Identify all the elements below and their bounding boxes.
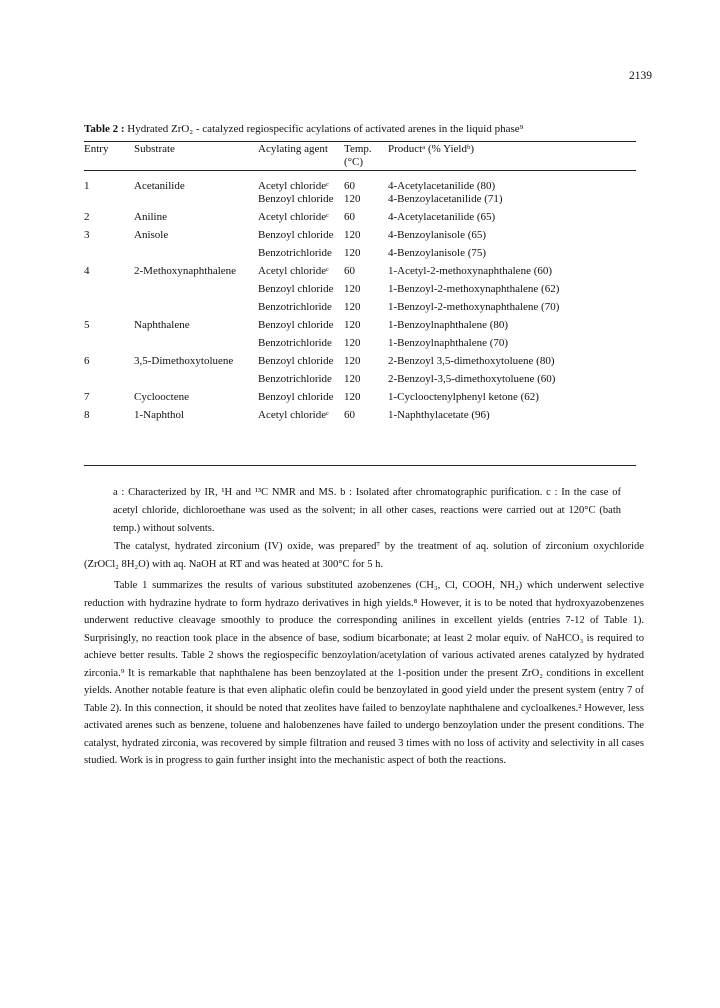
- cell-temp: 120: [344, 283, 361, 295]
- cell-temp: 120: [344, 301, 361, 313]
- cell-entry: 2: [84, 211, 90, 223]
- cell-entry: 4: [84, 265, 90, 277]
- cell-entry: 7: [84, 391, 90, 403]
- cell-substrate: 3,5-Dimethoxytoluene: [134, 355, 234, 367]
- cell-acylating-agent: Benzoyl chloride: [258, 229, 334, 241]
- cell-product: 4-Acetylacetanilide (80): [388, 180, 496, 192]
- cell-temp: 120: [344, 337, 361, 349]
- cell-product: 4-Benzoylanisole (75): [388, 247, 487, 259]
- cell-product: 1-Benzoyl-2-methoxynaphthalene (70): [388, 301, 560, 313]
- cell-substrate: Aniline: [134, 211, 167, 223]
- cell-temp: 60: [344, 180, 355, 192]
- cell-substrate: 1-Naphthol: [134, 409, 185, 421]
- cell-acylating-agent: Benzotrichloride: [258, 373, 332, 385]
- cell-entry: [84, 193, 134, 211]
- cell-product: 1-Acetyl-2-methoxynaphthalene (60): [388, 265, 553, 277]
- cell-substrate: [134, 247, 258, 265]
- header-entry: Entry: [84, 143, 109, 155]
- cell-acylating-agent: Benzotrichloride: [258, 301, 332, 313]
- table-row: [84, 319, 636, 337]
- cell-entry: 6: [84, 355, 90, 367]
- cell-product: 1-Cyclooctenylphenyl ketone (62): [388, 391, 539, 403]
- cell-substrate: [134, 283, 258, 301]
- cell-product: 1-Benzoylnaphthalene (80): [388, 319, 509, 331]
- cell-substrate: Cyclooctene: [134, 391, 189, 403]
- table-row: [84, 301, 636, 319]
- cell-temp: 120: [344, 247, 361, 259]
- cell-acylating-agent: Benzoyl chloride: [258, 319, 334, 331]
- table-bottom-rule: [84, 465, 636, 466]
- cell-product: 1-Benzoyl-2-methoxynaphthalene (62): [388, 283, 560, 295]
- cell-substrate: [134, 301, 258, 319]
- cell-substrate: [134, 193, 258, 211]
- cell-acylating-agent: Acetyl chlorideᶜ: [258, 180, 329, 192]
- table-row: [84, 229, 636, 247]
- table-top-rule: [84, 141, 636, 142]
- cell-entry: [84, 247, 134, 265]
- cell-entry: 3: [84, 229, 90, 241]
- cell-product: 1-Benzoylnaphthalene (70): [388, 337, 509, 349]
- table-row: [84, 391, 636, 409]
- paragraph-catalyst-prep: The catalyst, hydrated zirconium (IV) oxide, was prepared⁷ by the treatment of aq. solution of zirconium oxychloride (ZrOCl₂ 8H₂O) with aq. NaOH at RT and was heated at 300°C for 5 h.: [84, 541, 644, 570]
- table-caption: [84, 123, 644, 135]
- cell-acylating-agent: Benzotrichloride: [258, 337, 332, 349]
- table-row: [84, 171, 636, 193]
- header-temp-text: Temp. (°C): [344, 143, 372, 168]
- cell-acylating-agent: Benzoyl chloride: [258, 283, 334, 295]
- cell-temp: 60: [344, 211, 355, 223]
- cell-acylating-agent: Benzoyl chloride: [258, 355, 334, 367]
- cell-product: 4-Benzoylanisole (65): [388, 229, 487, 241]
- paragraph-results: Table 1 summarizes the results of various substituted azobenzenes (CH₃, Cl, COOH, NH₂) which underwent selective reduction with hydrazine hydrate to form hydrazo derivatives in high yields.⁸ However, it is to be noted that hydroxyazobenzenes underwent reductive cleavage smoothly to produce the corresponding anilines in excellent yields (entries 7-12 of Table 1). Surprisingly, no reaction took place in the absence of base, sodium bicarbonate; at least 2 molar equiv. of NaHCO₃ is required to achieve better results. Table 2 shows the regiospecific benzoylation/acetylation of various activated arenes catalyzed by hydrated zirconia.⁹ It is remarkable that naphthalene has been benzoylated at the 1-position under the present ZrO₂ conditions in excellent yields. Another notable feature is that even aliphatic olefin could be benzoylated in good yield under the present system (entry 7 of Table 2). In this connection, it should be noted that zeolites have failed to benzoylate naphthalene and cycloalkenes.² However, less activated arenes such as benzene, toluene and halobenzenes have failed to undergo benzoylation under the present conditions. The catalyst, hydrated zirconia, was recovered by simple filtration and reused 3 times with no loss of activity and selectivity in all cases studied. Work is in progress to gain further insight into the mechanistic aspect of both the reactions.: [84, 580, 644, 766]
- cell-entry: [84, 301, 134, 319]
- cell-temp: 120: [344, 193, 361, 205]
- page-number: 2139: [629, 70, 652, 82]
- header-product: Productᵃ (% Yieldᵇ): [388, 143, 475, 155]
- table-row: [84, 373, 636, 391]
- table-row: [84, 355, 636, 373]
- table-footnote: a : Characterized by IR, ¹H and ¹³C NMR and MS. b : Isolated after chromatographic purification. c : In the case of acetyl chloride, dichloroethane was used as the solvent; in all other cases, reactions were carried out at 120°C (bath temp.) without solvents.: [113, 487, 621, 534]
- cell-temp: 60: [344, 265, 355, 277]
- cell-acylating-agent: Acetyl chlorideᶜ: [258, 409, 329, 421]
- acylation-table: [84, 143, 636, 427]
- cell-temp: 60: [344, 409, 355, 421]
- cell-entry: 1: [84, 180, 90, 192]
- cell-acylating-agent: Benzoyl chloride: [258, 391, 334, 403]
- cell-product: 4-Acetylacetanilide (65): [388, 211, 496, 223]
- table-caption-text: Hydrated ZrO₂ - catalyzed regiospecific acylations of activated arenes in the liquid phase⁹: [127, 123, 524, 135]
- cell-temp: 120: [344, 355, 361, 367]
- cell-product: 1-Naphthylacetate (96): [388, 409, 490, 421]
- header-acylating-agent: Acylating agent: [258, 143, 328, 155]
- cell-entry: [84, 283, 134, 301]
- cell-acylating-agent: Benzoyl chloride: [258, 193, 334, 205]
- cell-entry: 8: [84, 409, 90, 421]
- table-row: [84, 211, 636, 229]
- cell-temp: 120: [344, 391, 361, 403]
- cell-substrate: Acetanilide: [134, 180, 185, 192]
- cell-acylating-agent: Acetyl chlorideᶜ: [258, 211, 329, 223]
- table-header-row: [84, 143, 636, 171]
- cell-temp: 120: [344, 373, 361, 385]
- cell-entry: 5: [84, 319, 90, 331]
- body-text: [84, 538, 644, 770]
- table-body: [84, 171, 636, 427]
- cell-temp: 120: [344, 229, 361, 241]
- cell-product: 4-Benzoylacetanilide (71): [388, 193, 503, 205]
- cell-substrate: Anisole: [134, 229, 169, 241]
- cell-temp: 120: [344, 319, 361, 331]
- cell-entry: [84, 373, 134, 391]
- cell-substrate: [134, 337, 258, 355]
- table-row: [84, 409, 636, 427]
- cell-substrate: 2-Methoxynaphthalene: [134, 265, 237, 277]
- cell-product: 2-Benzoyl-3,5-dimethoxytoluene (60): [388, 373, 556, 385]
- table-row: [84, 337, 636, 355]
- table-caption-label: Table 2 :: [84, 123, 125, 135]
- cell-substrate: Naphthalene: [134, 319, 190, 331]
- cell-substrate: [134, 373, 258, 391]
- cell-product: 2-Benzoyl 3,5-dimethoxytoluene (80): [388, 355, 555, 367]
- cell-acylating-agent: Acetyl chlorideᶜ: [258, 265, 329, 277]
- table-row: [84, 283, 636, 301]
- table-row: [84, 247, 636, 265]
- cell-acylating-agent: Benzotrichloride: [258, 247, 332, 259]
- header-temp: [344, 143, 388, 171]
- header-substrate: Substrate: [134, 143, 175, 155]
- table-row: [84, 265, 636, 283]
- table-row: [84, 193, 636, 211]
- cell-entry: [84, 337, 134, 355]
